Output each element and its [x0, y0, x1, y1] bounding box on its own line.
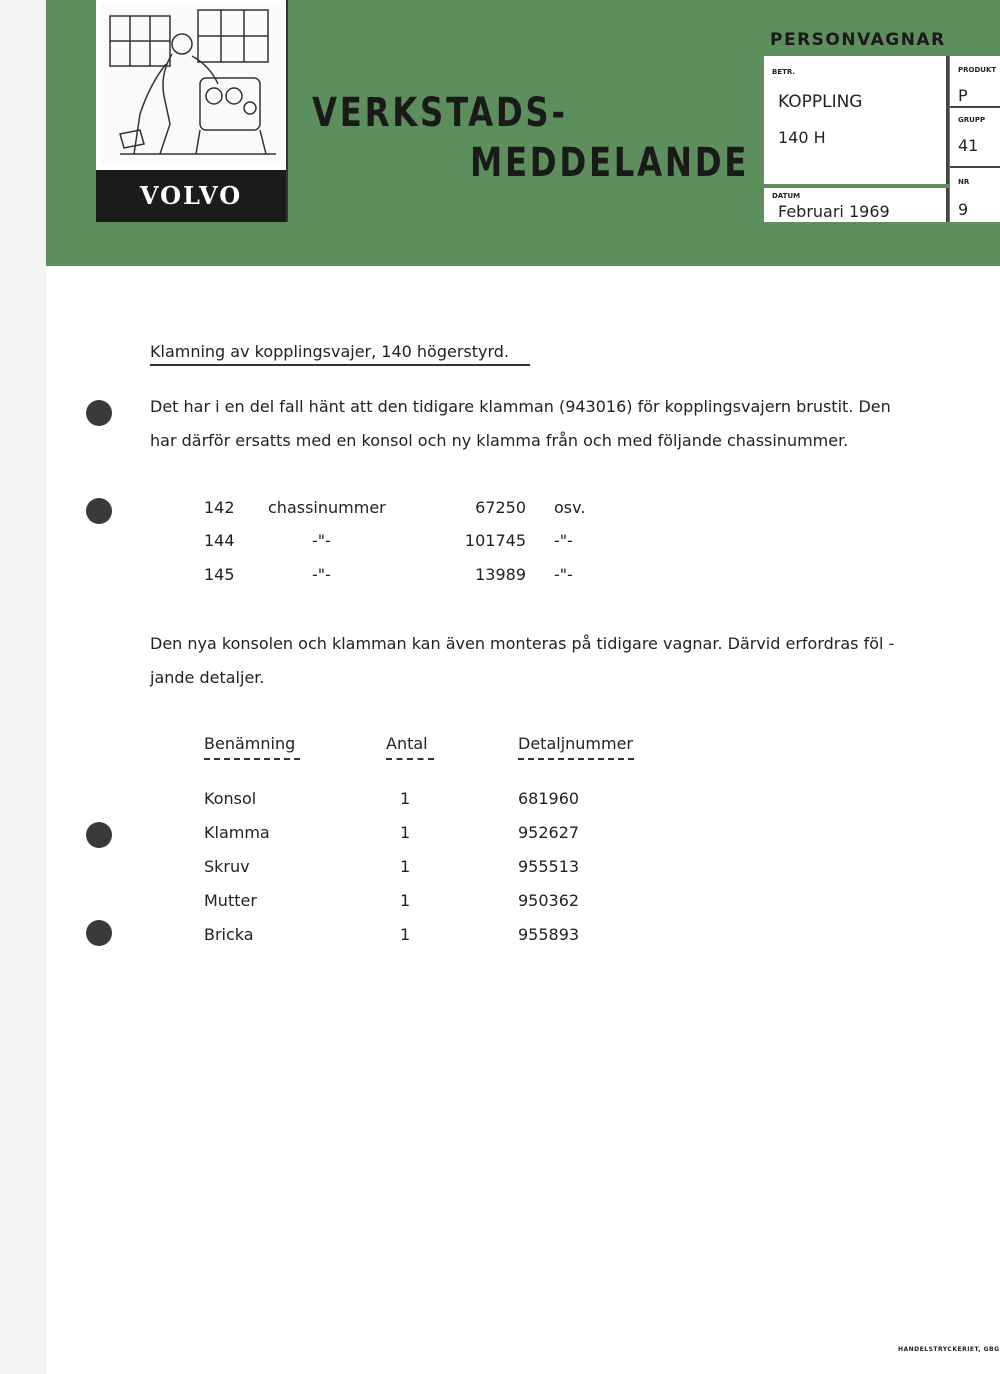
printer-imprint: HANDELSTRYCKERIET, GBG: [898, 1346, 1000, 1353]
part-qty: 1: [400, 789, 411, 808]
part-number: 955513: [518, 857, 580, 876]
chassis-suffix: -"-: [554, 531, 573, 550]
title-line-2: MEDDELANDE: [470, 140, 750, 186]
subject-underline: [150, 364, 530, 366]
part-qty: 1: [400, 823, 411, 842]
paragraph-2-line-2: jande detaljer.: [150, 668, 265, 687]
betr-line-2: 140 H: [778, 128, 826, 147]
part-name: Mutter: [204, 891, 257, 910]
part-name: Bricka: [204, 925, 254, 944]
paragraph-2-line-1: Den nya konsolen och klamman kan även monteras på tidigare vagnar. Därvid erfordras föl -: [150, 634, 895, 653]
chassis-model: 142: [204, 498, 235, 517]
grupp-label: GRUPP: [958, 116, 986, 124]
paragraph-1-line-1: Det har i en del fall hänt att den tidigare klamman (943016) för kopplingsvajern brustit. Den: [150, 397, 891, 416]
part-name: Konsol: [204, 789, 257, 808]
header-underline: [204, 758, 300, 760]
grupp-value: 41: [958, 136, 979, 155]
part-qty: 1: [400, 857, 411, 876]
part-name: Skruv: [204, 857, 250, 876]
nr-label: NR: [958, 178, 970, 186]
chassis-label: -"-: [312, 531, 331, 550]
chassis-label: -"-: [312, 565, 331, 584]
paragraph-1-line-2: har därför ersatts med en konsol och ny klamma från och med följande chassinummer.: [150, 431, 849, 450]
parts-header-number: Detaljnummer: [518, 734, 634, 753]
chassis-suffix: -"-: [554, 565, 573, 584]
part-qty: 1: [400, 891, 411, 910]
betr-label: BETR.: [772, 68, 796, 76]
category-label: PERSONVAGNAR: [770, 30, 946, 50]
part-number: 950362: [518, 891, 580, 910]
nr-value: 9: [958, 200, 969, 219]
part-number: 681960: [518, 789, 580, 808]
parts-header-name: Benämning: [204, 734, 296, 753]
chassis-number: 67250: [475, 498, 526, 517]
header-underline: [386, 758, 434, 760]
datum-value: Februari 1969: [778, 202, 890, 221]
chassis-number: 13989: [475, 565, 526, 584]
subject-heading: Klamning av kopplingsvajer, 140 högerstyrd.: [150, 342, 510, 361]
header-underline: [518, 758, 634, 760]
parts-header-qty: Antal: [386, 734, 428, 753]
chassis-label: chassinummer: [268, 498, 386, 517]
volvo-logo: VOLVO: [96, 170, 286, 222]
chassis-model: 144: [204, 531, 235, 550]
part-number: 955893: [518, 925, 580, 944]
betr-line-1: KOPPLING: [778, 92, 863, 112]
produkt-value: P: [958, 86, 968, 105]
chassis-suffix: osv.: [554, 498, 586, 517]
produkt-label: PRODUKT: [958, 66, 997, 74]
part-qty: 1: [400, 925, 411, 944]
chassis-number: 101745: [464, 531, 526, 550]
datum-label: DATUM: [772, 192, 801, 200]
chassis-model: 145: [204, 565, 235, 584]
title-line-1: VERKSTADS-: [312, 90, 568, 136]
part-number: 952627: [518, 823, 580, 842]
part-name: Klamma: [204, 823, 270, 842]
